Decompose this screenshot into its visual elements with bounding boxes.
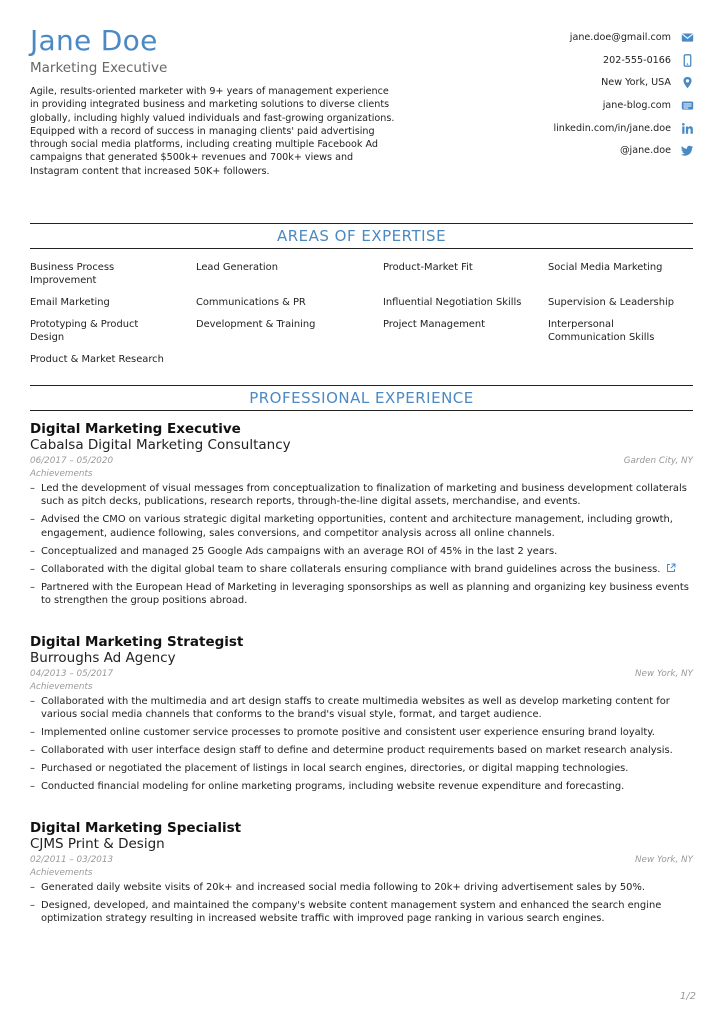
contact-phone[interactable] (434, 49, 694, 72)
section-header-experience (30, 385, 693, 411)
list-item: – Collaborated with user interface design staff to define and determine product requirements based on market research analysis. (30, 745, 673, 757)
list-item: – Implemented online customer service processes to promote positive and consistent user experience ensuring brand loyalty. (30, 727, 655, 739)
job-location: New York, NY (634, 669, 693, 679)
list-item: – Conducted financial modeling for online marketing programs, including website revenue expenditure and forecasting. (30, 781, 625, 793)
skill-item: Development & Training (196, 319, 316, 330)
skill-item: Supervision & Leadership (548, 297, 674, 308)
skill-item: Influential Negotiation Skills (383, 297, 522, 308)
list-item: – Advised the CMO on various strategic digital marketing opportunities, content and architecture management, including growth, engagement, audience following, sales conversions, and competitor analysis across all online channels. (30, 514, 673, 539)
page-number: 1/2 (679, 991, 696, 1002)
job-company: Burroughs Ad Agency (30, 650, 176, 666)
job-role: Digital Marketing Executive (30, 421, 241, 437)
bullet-text: Advised the CMO on various strategic digital marketing opportunities, content and architecture management, including growth, engagement, audience following, sales conversions, and competitor analysis across all online channels. (41, 514, 673, 539)
bullet-text: Conducted financial modeling for online marketing programs, including website revenue expenditure and forecasting. (41, 781, 625, 793)
contact-linkedin-text[interactable]: linkedin.com/in/jane.doe (553, 122, 671, 134)
achievements-list (30, 881, 693, 926)
contact-twitter[interactable] (434, 139, 694, 162)
skill-item: Interpersonal Communication Skills (548, 319, 655, 344)
bullet-text: Implemented online customer service processes to promote positive and consistent user experience ensuring brand loyalty. (41, 727, 655, 739)
section-title: PROFESSIONAL EXPERIENCE (249, 389, 474, 407)
job-role: Digital Marketing Strategist (30, 634, 244, 650)
skill-item: Prototyping & Product Design (30, 319, 139, 344)
map-pin-icon (680, 76, 694, 90)
twitter-icon (680, 144, 694, 158)
job-meta (30, 669, 693, 679)
contact-location (434, 71, 694, 94)
contact-phone-text[interactable]: 202-555-0166 (603, 54, 671, 66)
skill-item: Email Marketing (30, 297, 110, 308)
bullet-text: Collaborated with user interface design staff to define and determine product requirements based on market research analysis. (41, 745, 673, 757)
list-item: – Partnered with the European Head of Marketing in leveraging sponsorships as well as planning and organizing key business events to strengthen the group positions abroad. (30, 581, 689, 606)
list-item: – Collaborated with the digital global team to share collaterals ensuring compliance with brand guidelines across the business. (30, 563, 693, 576)
job-location: New York, NY (634, 855, 693, 865)
candidate-name: Jane Doe (30, 24, 158, 57)
bullet-text: Partnered with the European Head of Marketing in leveraging sponsorships as well as planning and organizing key business events to strengthen the group positions abroad. (41, 581, 689, 606)
list-item: – Designed, developed, and maintained the company's website content management system and enhanced the search engine optimization strategy resulting in increased website traffic with improved page ranking in various search engines. (30, 899, 662, 925)
globe-icon (680, 98, 694, 112)
contact-twitter-text[interactable]: @jane.doe (619, 145, 671, 157)
contact-list (434, 26, 694, 162)
achievements-label: Achievements (30, 469, 93, 479)
job-entry (30, 634, 693, 798)
list-item: – Led the development of visual messages from conceptualization to finalization of marketing and business development collaterals such as pitch decks, publications, research reports, through-the-line digital assets, merchandise, and events. (30, 483, 687, 508)
bullet-text: Led the development of visual messages from conceptualization to finalization of marketing and business development collaterals such as pitch decks, publications, research reports, through-the-line digital assets, merchandise, and events. (41, 483, 687, 508)
achievements-list (30, 695, 693, 794)
job-dates: 06/2017 – 05/2020 (30, 456, 114, 466)
job-location: Garden City, NY (623, 456, 693, 466)
external-link-icon[interactable] (666, 563, 676, 573)
achievements-list (30, 482, 693, 607)
bullet-text: Collaborated with the multimedia and art design staffs to create multimedia websites as well as develop marketing content for various social media channels that conforms to the brand's visual style, format, and target audience. (41, 696, 670, 721)
list-item: – Conceptualized and managed 25 Google Ads campaigns with an average ROI of 45% in the last 2 years. (30, 545, 558, 557)
contact-linkedin[interactable] (434, 117, 694, 140)
contact-location-text: New York, USA (601, 77, 671, 89)
skill-item: Social Media Marketing (548, 262, 663, 273)
contact-website[interactable] (434, 94, 694, 117)
job-entry (30, 820, 693, 930)
contact-email-text[interactable]: jane.doe@gmail.com (569, 31, 671, 43)
contact-website-text[interactable]: jane-blog.com (602, 99, 671, 111)
job-dates: 04/2013 – 05/2017 (30, 669, 114, 679)
job-role: Digital Marketing Specialist (30, 820, 242, 836)
envelope-icon (680, 30, 694, 44)
job-meta (30, 855, 693, 865)
list-item: – Generated daily website visits of 20k+ and increased social media following to 20k+ driving advertisement sales by 50%. (30, 882, 645, 893)
candidate-title: Marketing Executive (30, 60, 168, 76)
section-header-expertise (30, 223, 693, 249)
list-item: – Collaborated with the multimedia and art design staffs to create multimedia websites as well as develop marketing content for various social media channels that conforms to the brand's visual style, format, and target audience. (30, 696, 670, 721)
section-title: AREAS OF EXPERTISE (276, 227, 447, 245)
bullet-text: Generated daily website visits of 20k+ and increased social media following to 20k+ driving advertisement sales by 50%. (41, 882, 645, 893)
bullet-text: Purchased or negotiated the placement of listings in local search engines, directories, or digital mapping technologies. (41, 763, 629, 775)
profile-summary: Agile, results-oriented marketer with 9+ years of management experience in providing integrated business and marketing solutions to diverse clients globally, including highly valued individuals and fast-growing organizations. Equipped with a record of success in managing clients' paid advertising through social media platforms, including creating multiple Facebook Ad campaigns that generated $500k+ revenues and 700k+ views and Instagram content that increased 50K+ followers. (30, 86, 395, 177)
job-company: Cabalsa Digital Marketing Consultancy (30, 437, 291, 453)
linkedin-icon (680, 121, 694, 135)
skill-item: Business Process Improvement (30, 262, 115, 287)
job-entry (30, 421, 693, 612)
job-meta (30, 456, 693, 466)
achievements-label: Achievements (30, 868, 93, 878)
job-dates: 02/2011 – 03/2013 (30, 855, 114, 865)
skill-item: Product-Market Fit (383, 262, 473, 273)
skill-item: Lead Generation (196, 262, 278, 273)
skill-item: Product & Market Research (30, 354, 164, 365)
contact-email[interactable] (434, 26, 694, 49)
skill-item: Project Management (383, 319, 485, 330)
bullet-text: Designed, developed, and maintained the company's website content management system and enhanced the search engine optimization strategy resulting in increased website traffic with improved page ranking in various search engines. (41, 899, 662, 925)
mobile-phone-icon (680, 53, 694, 67)
skill-item: Communications & PR (196, 297, 306, 308)
job-company: CJMS Print & Design (30, 836, 165, 852)
bullet-text: Collaborated with the digital global team to share collaterals ensuring compliance with brand guidelines across the business. (41, 563, 661, 575)
list-item: – Purchased or negotiated the placement of listings in local search engines, directories, or digital mapping technologies. (30, 763, 629, 775)
bullet-text: Conceptualized and managed 25 Google Ads campaigns with an average ROI of 45% in the last 2 years. (41, 545, 558, 557)
achievements-label: Achievements (30, 682, 93, 692)
